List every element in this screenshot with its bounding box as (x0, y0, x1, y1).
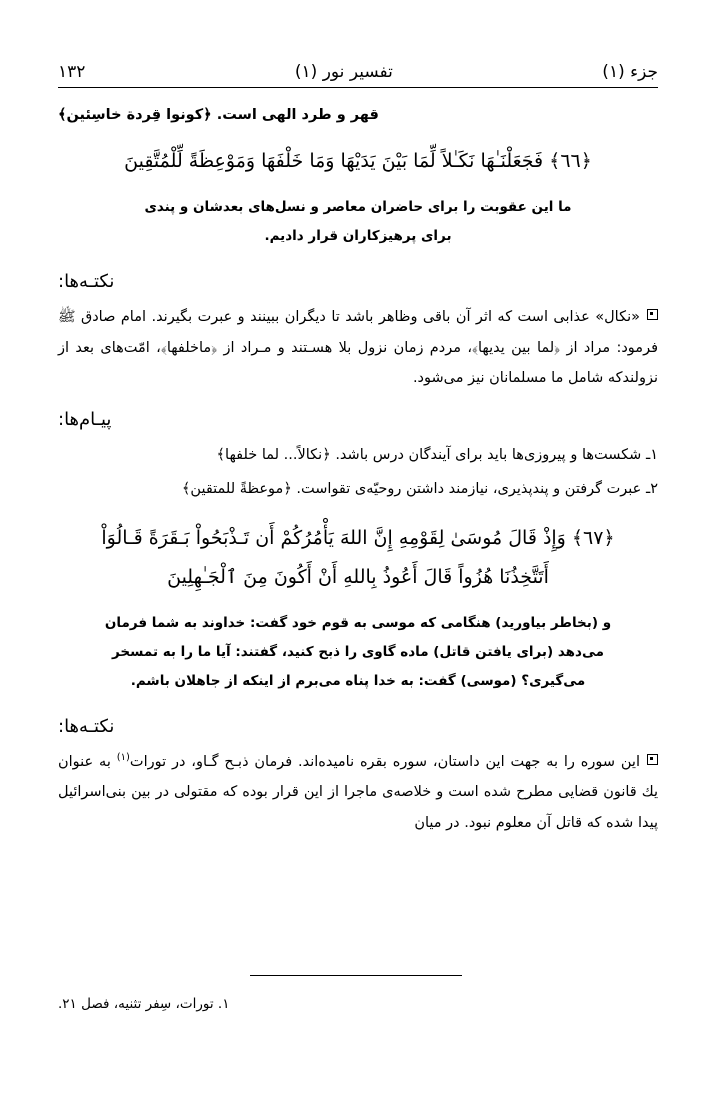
page-content (58, 62, 658, 848)
note-text-1: «نكال» عذابی است كه اثر آن باقی وظاهر باشد تا دیگران ببینند و عبرت بگیرند. امام صادق ﷺ فرمود: مراد از ﴿لما بین یدیها﴾، مردم زمان نزول بلا هسـتند و مـراد از ﴿ماخلفها﴾، امّت‌های بعد از نزولندكه شامل ما مسلمانان نیز می‌شود. (58, 309, 658, 386)
ayah-66-line-1: ﴿٦٦﴾ فَجَعَلْنَـٰهَا نَكَـٰلاً لِّمَا بَيْنَ يَدَيْهَا وَمَا خَلْفَهَا وَمَوْعِظَةً لِّلْمُتَّقِينَ (124, 150, 592, 173)
list-item: ۱ـ شكست‌ها و پیروزی‌ها باید برای آیندگان درس باشد. ﴿نكالاً... لما خلفها﴾ (216, 447, 658, 464)
book-title: تفسیر نور (۱) (294, 62, 393, 82)
ayah-67-translation (58, 609, 658, 696)
ayah-66-translation (58, 193, 658, 251)
note-item-2 (58, 747, 658, 838)
juz-label: جزء (۱) (602, 62, 658, 82)
notes-heading-1: نكتـه‌ها: (58, 271, 115, 293)
page-header (58, 62, 658, 85)
header-divider (58, 87, 658, 88)
page-number: ۱۳۲ (58, 62, 86, 82)
ayah-66 (58, 142, 658, 181)
ayah-67-translation-line-2: می‌دهد (برای یافتن قاتل) ماده گاوی را ذبح كنید، گفتند: آیا ما را به تمسخر (112, 643, 604, 660)
square-bullet-icon (647, 754, 658, 765)
list-item: ۲ـ عبرت گرفتن و پندپذیری، نیازمند داشتن روحیّه‌ی تقواست. ﴿موعظةً للمتقین﴾ (181, 480, 658, 497)
ayah-67-translation-line-3: می‌گیری؟ (موسی) گفت: به خدا پناه می‌برم از اینكه از جاهلان باشم. (130, 672, 586, 689)
ayah-67-translation-line-1: و (بخاطر بیاورید) هنگامی كه موسی به قوم خود گفت: خداوند به شما فرمان (104, 614, 612, 631)
ayah-67 (58, 519, 658, 597)
footnote-divider (250, 975, 462, 976)
ayah-67-line-2: أَتَتَّخِذُنَا هُزُواً قَالَ أَعُوذُ بِاللهِ أَنْ أَكُونَ مِنَ ٱلْجَـٰهِلِينَ (167, 565, 549, 588)
lead-line: قهر و طرد الهی است. ﴿كونوا قِردة خاسِئين﴾ (58, 107, 379, 123)
notes-heading-2: نكتـه‌ها: (58, 715, 115, 737)
note-text-2: این سوره را به جهت این داستان، سوره بقره نامیده‌اند. فرمان ذبـح گـاو، در تورات$^{(۱)}$ به عنوان یك قانون قضایی مطرح شده است و خلاصه‌ی ماجرا از این قرار بوده كه مقتولی در بین بنی‌اسرائیل پیدا شده كه قاتل آن معلوم نبود. در میان (58, 751, 658, 831)
ayah-66-translation-line-2: برای پرهیزکاران قرار دادیم. (264, 228, 452, 245)
note-item-1 (58, 302, 658, 393)
ayah-67-line-1: ﴿٦٧﴾ وَإِذْ قَالَ مُوسَىٰ لِقَوْمِهِ إِنَّ اللهَ يَأْمُرُكُمْ أَن تَـذْبَحُواْ بَـقَرَةً قَـالُوَاْ (101, 526, 615, 549)
square-bullet-icon (647, 309, 658, 320)
ayah-66-translation-line-1: ما این عقوبت را برای حاضران معاصر و نسل‌های بعدشان و پندی (144, 199, 572, 216)
footnote: ۱. تورات، سِفر تثنیه، فصل ۲۱. (58, 996, 230, 1012)
messages-list (58, 440, 658, 504)
messages-heading: پیـام‌ها: (58, 409, 112, 431)
